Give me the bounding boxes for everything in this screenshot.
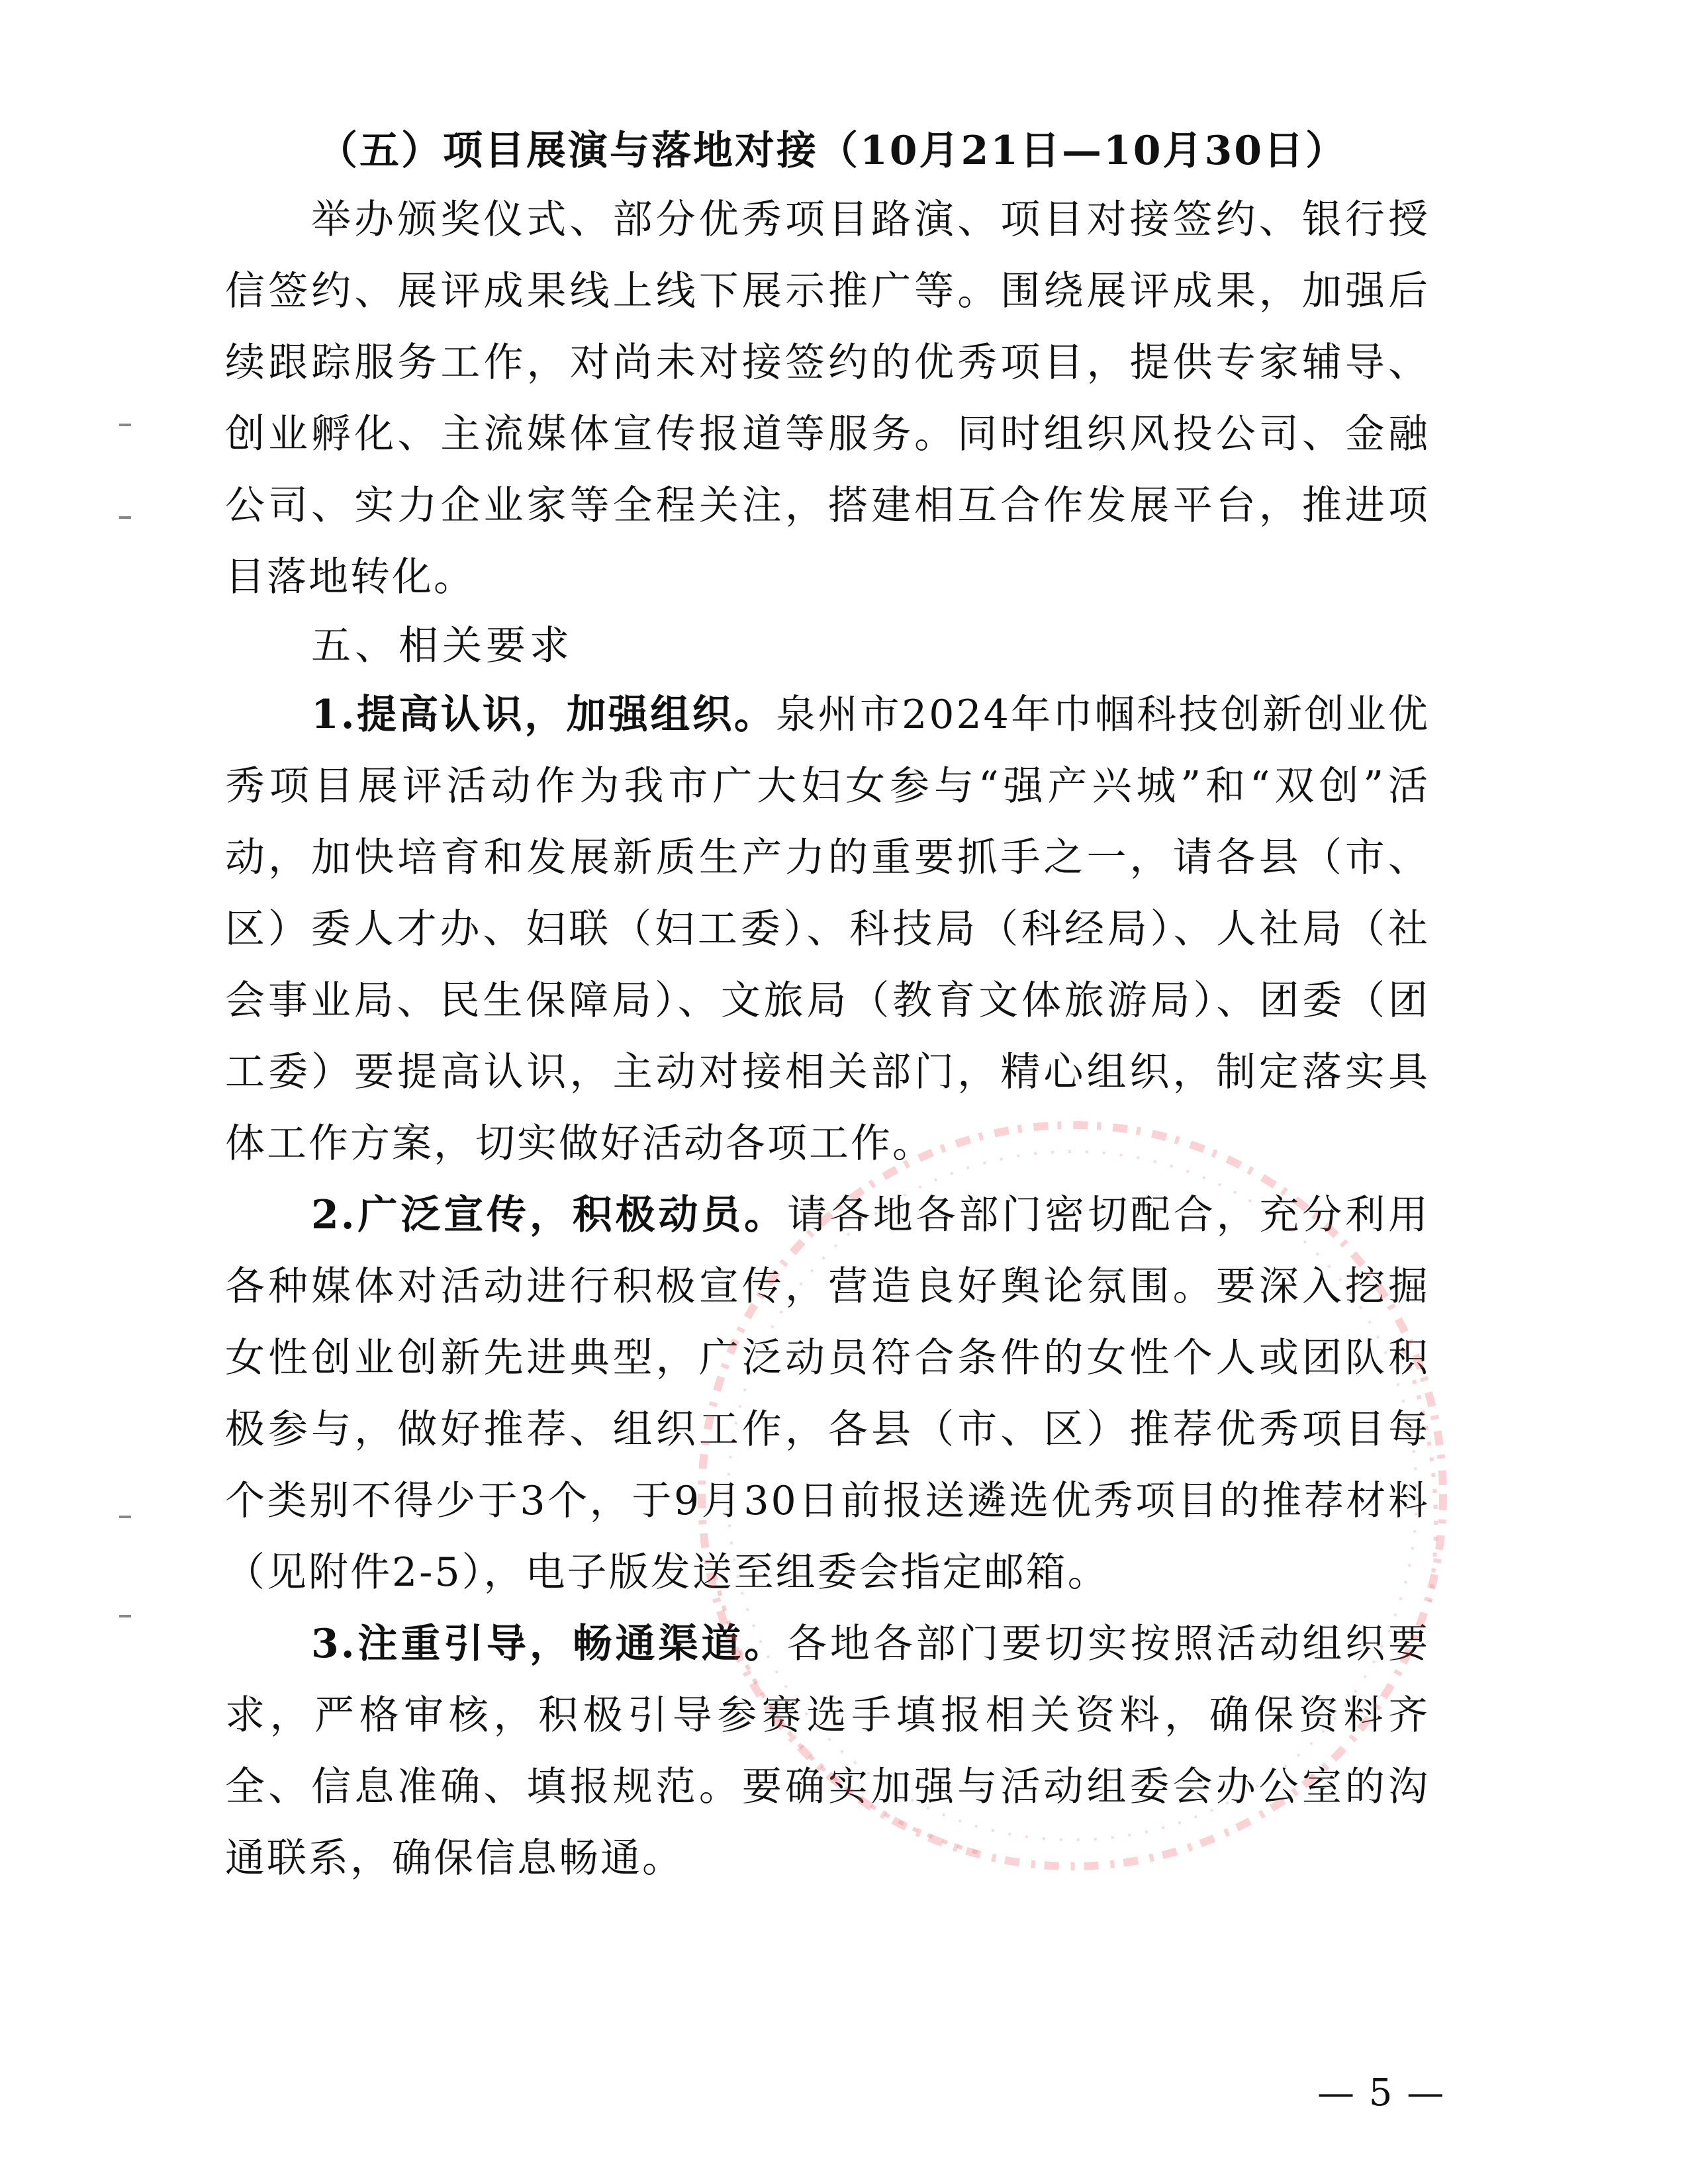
requirement-text-2: 请各地各部门密切配合，充分利用各种媒体对活动进行积极宣传，营造良好舆论氛围。要深入挖掘女性创业创新先进典型，广泛动员符合条件的女性个人或团队积极参与，做好推荐、组织工作，各县（市、区）推荐优秀项目每个类别不得少于3个，于9月30日前报送遴选优秀项目的推荐材料（见附件2-5），电子版发送至组委会指定邮箱。	[225, 1192, 1430, 1596]
page-number: — 5 —	[1317, 2071, 1446, 2115]
margin-mark	[119, 516, 131, 519]
margin-mark	[119, 1615, 131, 1617]
requirement-item-1	[225, 679, 1430, 1179]
requirement-item-2	[225, 1179, 1430, 1608]
requirement-item-3	[225, 1608, 1430, 1894]
document-body	[225, 118, 1430, 1894]
requirement-lead-2: 2.广泛宣传，积极动员。	[311, 1192, 788, 1238]
margin-mark	[119, 424, 131, 426]
section-paragraph: 举办颁奖仪式、部分优秀项目路演、项目对接签约、银行授信签约、展评成果线上线下展示推广等。围绕展评成果，加强后续跟踪服务工作，对尚未对接签约的优秀项目，提供专家辅导、创业孵化、主流媒体宣传报道等服务。同时组织风投公司、金融公司、实力企业家等全程关注，搭建相互合作发展平台，推进项目落地转化。	[225, 197, 1430, 600]
requirement-lead-1: 1.提高认识，加强组织。	[311, 692, 776, 738]
requirement-lead-3: 3.注重引导，畅通渠道。	[311, 1621, 788, 1667]
margin-mark	[119, 1516, 131, 1518]
requirements-heading: 五、相关要求	[311, 623, 573, 669]
requirement-text-3: 各地各部门要切实按照活动组织要求，严格审核，积极引导参赛选手填报相关资料，确保资料齐全、信息准确、填报规范。要确实加强与活动组委会办公室的沟通联系，确保信息畅通。	[225, 1621, 1430, 1882]
requirement-text-1: 泉州市2024年巾帼科技创新创业优秀项目展评活动作为我市广大妇女参与“强产兴城”和“双创”活动，加快培育和发展新质生产力的重要抓手之一，请各县（市、区）委人才办、妇联（妇工委）、科技局（科经局）、人社局（社会事业局、民生保障局）、文旅局（教育文体旅游局）、团委（团工委）要提高认识，主动对接相关部门，精心组织，制定落实具体工作方案，切实做好活动各项工作。	[225, 692, 1430, 1167]
section-title: （五）项目展演与落地对接（10月21日—10月30日）	[318, 128, 1347, 174]
